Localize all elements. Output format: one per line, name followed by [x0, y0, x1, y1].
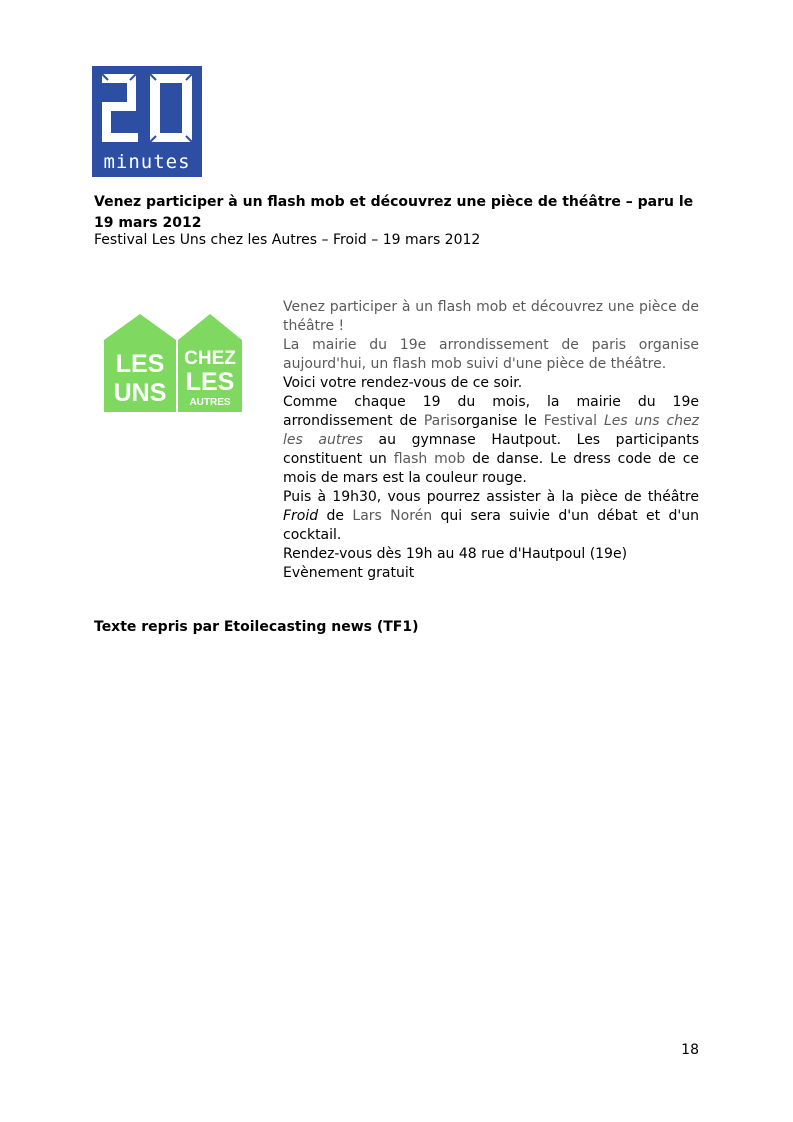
link-lars-noren[interactable]: Lars Norén [352, 508, 433, 524]
link-paris[interactable]: Paris [423, 413, 458, 429]
logo-autres: AUTRES [189, 397, 231, 408]
paragraph-free: Evènement gratuit [283, 565, 415, 581]
link-flash-mob[interactable]: flash mob [393, 451, 466, 467]
paragraph-rendezvous: Voici votre rendez-vous de ce soir. [283, 375, 523, 391]
logo-word: minutes [103, 151, 191, 173]
p5-text-b: de [318, 508, 353, 524]
paragraph-mairie: La mairie du 19e arrondissement de paris organise aujourd'hui, un flash mob suivi d'une pièce de théâtre. [283, 337, 699, 372]
logo-digits-20 [92, 66, 202, 150]
p4-text-d: au gymnase Hautpout. Les participants constituent un [283, 432, 699, 467]
source-credit: Texte repris par Etoilecasting news (TF1) [94, 619, 419, 635]
logo-uns: UNS [113, 379, 167, 407]
logo-chez: CHEZ [184, 348, 236, 369]
page-number: 18 [681, 1042, 699, 1058]
p4-text-b: organise le [457, 413, 544, 429]
p4-text-a: Comme chaque 19 du mois, la mairie du 19e arrondissement de [283, 394, 699, 429]
link-festival[interactable]: Festival [543, 413, 598, 429]
paragraph-intro: Venez participer à un flash mob et découvrez une pièce de théâtre ! [283, 299, 699, 334]
festival-logo [104, 312, 248, 416]
article-title: Venez participer à un flash mob et découvrez une pièce de théâtre – paru le 19 mars 2012 [94, 194, 694, 231]
p5-text-a: Puis à 19h30, vous pourrez assister à la pièce de théâtre [283, 489, 699, 505]
paragraph-piece [283, 488, 699, 545]
p4-text-c [597, 413, 604, 429]
logo-les-right: LES [185, 368, 235, 396]
paragraph-address: Rendez-vous dès 19h au 48 rue d'Hautpoul (19e) [283, 546, 628, 562]
article-body [283, 298, 699, 583]
p4-text-e: de danse. Le dress code de ce mois de mars est la couleur rouge. [283, 451, 700, 486]
paragraph-festival [283, 393, 699, 488]
link-festival-name[interactable]: Les uns chez les autres [283, 413, 700, 448]
p5-text-c: qui sera suivie d'un débat et d'un cocktail. [283, 508, 699, 543]
logo-les-left: LES [115, 350, 165, 378]
article-subtitle: Festival Les Uns chez les Autres – Froid – 19 mars 2012 [94, 232, 481, 248]
20-minutes-logo [92, 66, 202, 177]
play-title-froid: Froid [283, 508, 319, 524]
